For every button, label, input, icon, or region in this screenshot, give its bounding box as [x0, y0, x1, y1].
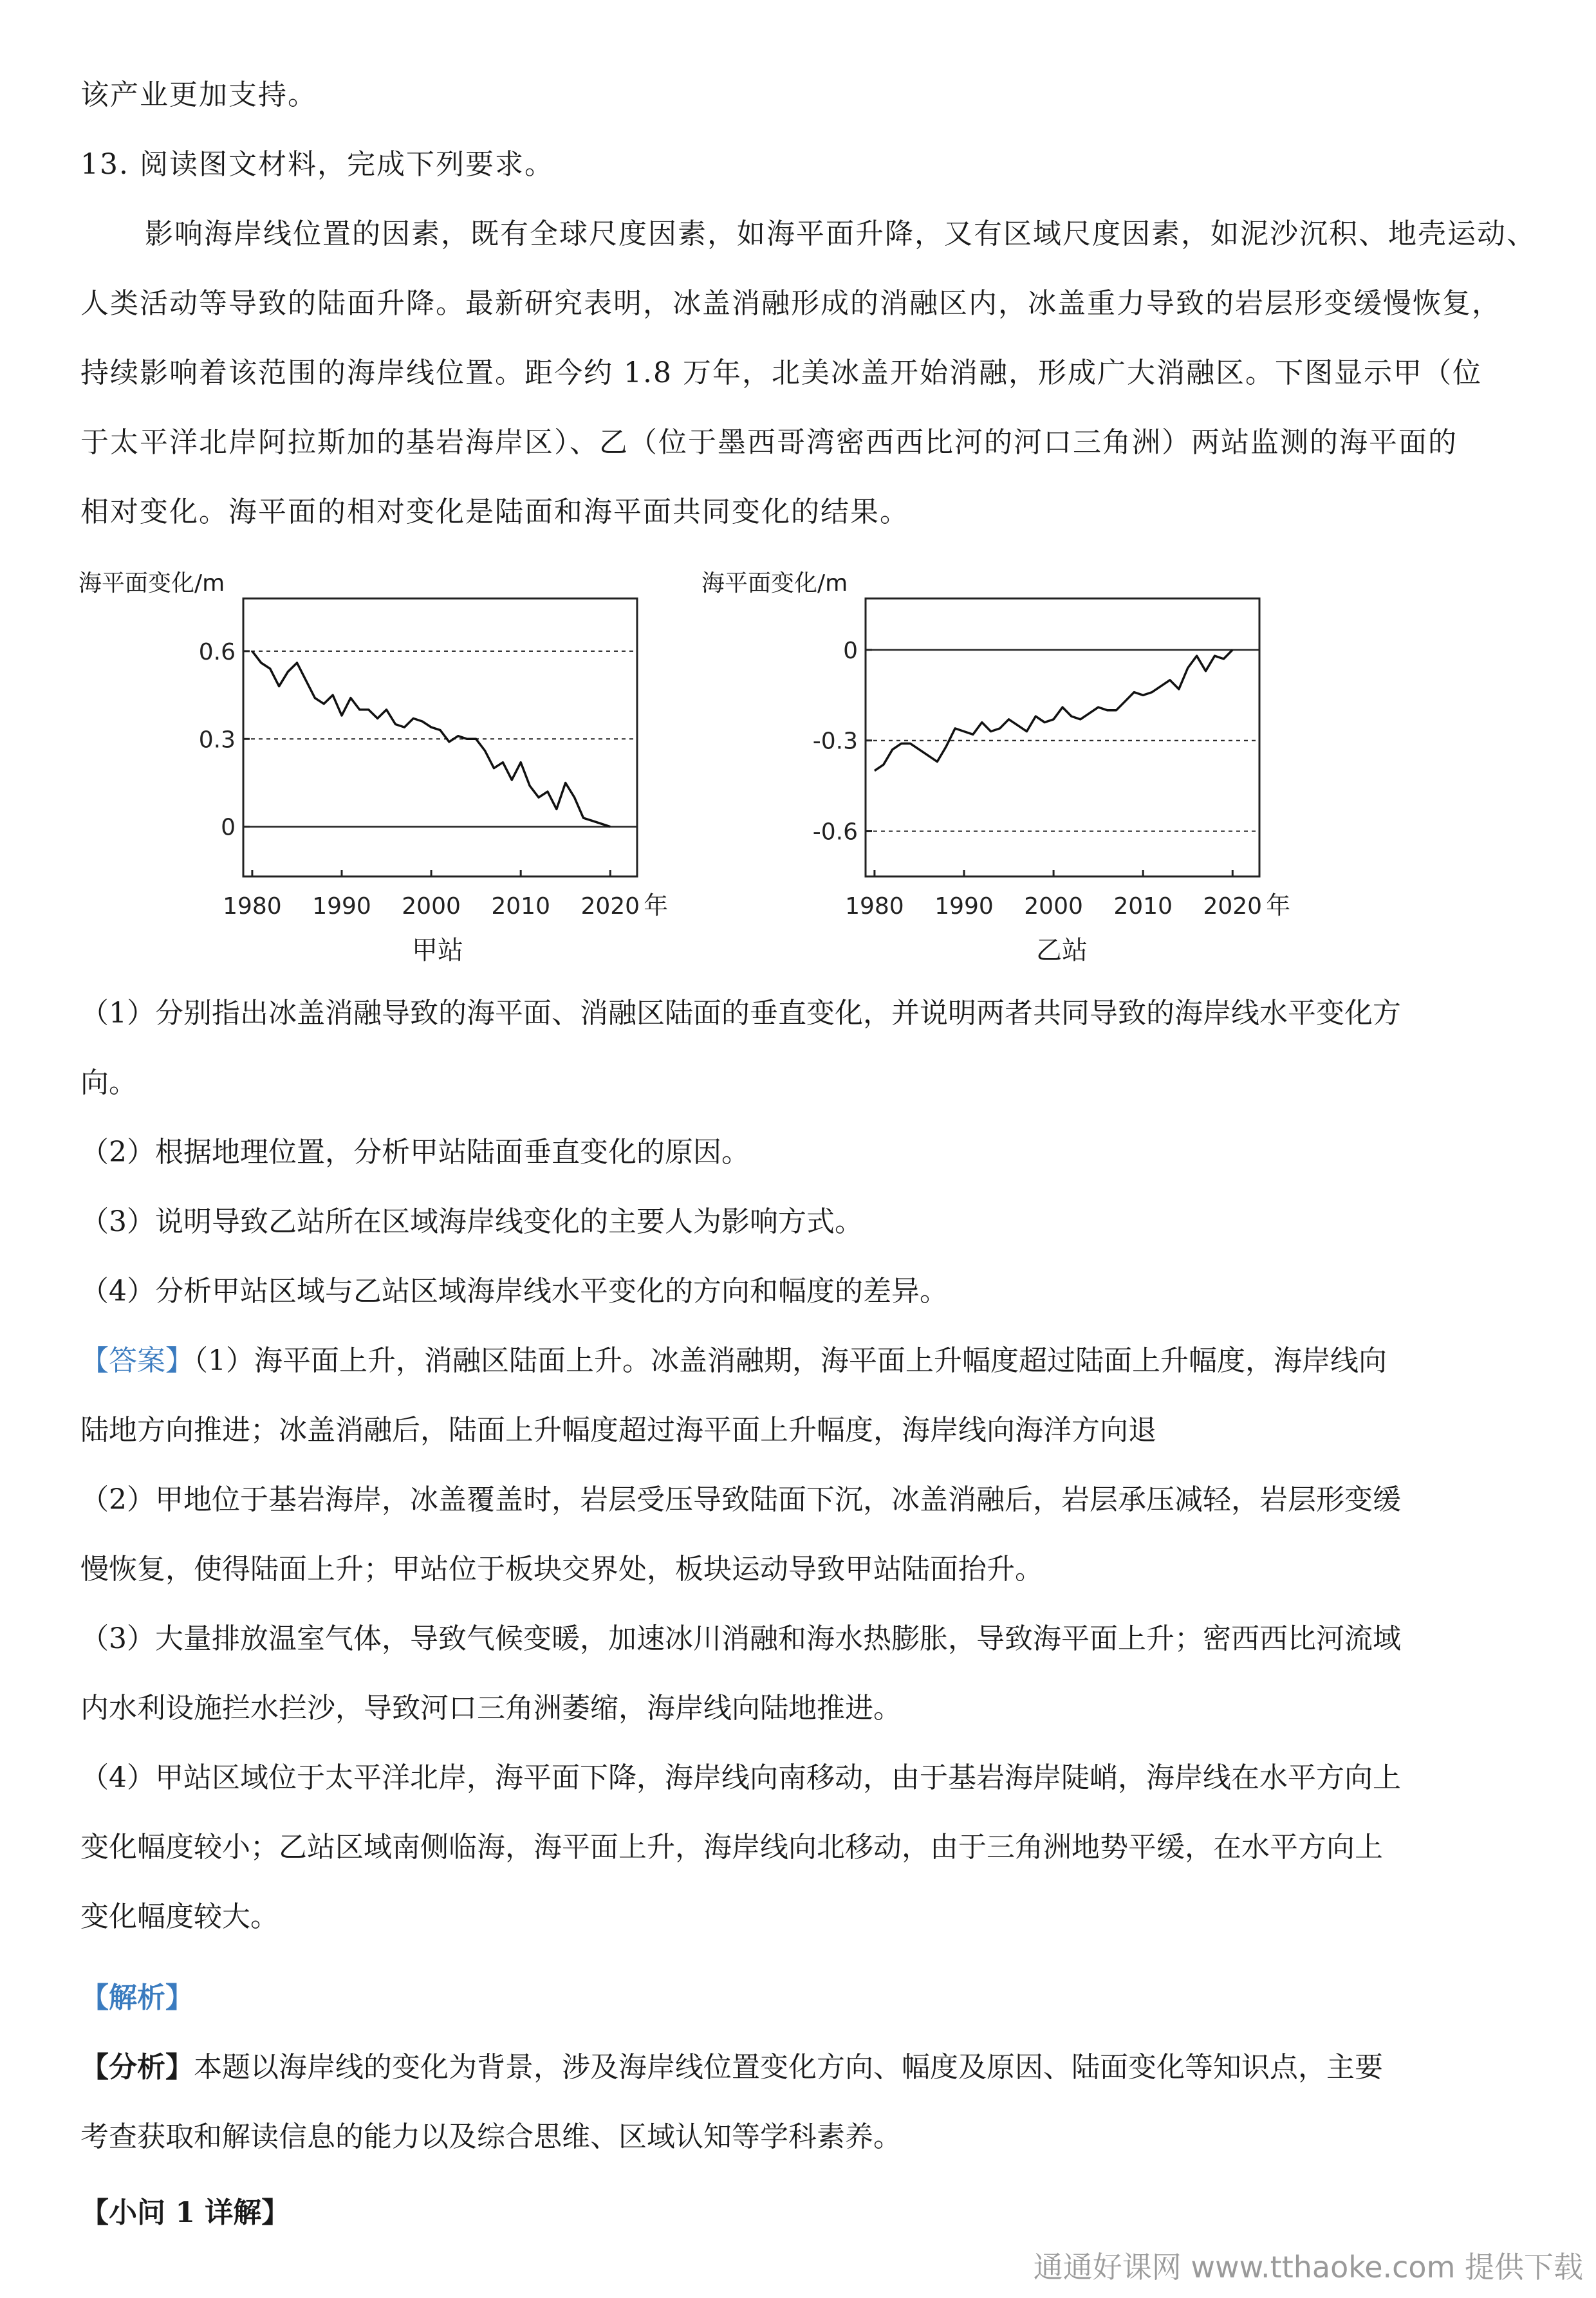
x-tick-label: 2020	[1203, 893, 1263, 920]
y-tick-label: 0	[221, 814, 236, 841]
text-line: 相对变化。海平面的相对变化是陆面和海平面共同变化的结果。	[80, 496, 909, 528]
x-tick-label: 1990	[312, 893, 371, 920]
x-tick-label: 1980	[223, 893, 282, 920]
y-tick-label: -0.6	[812, 819, 858, 846]
question-1-cont: 向。	[80, 1066, 137, 1099]
question-1: （1）分别指出冰盖消融导致的海平面、消融区陆面的垂直变化，并说明两者共同导致的海岸线水平变化方	[80, 997, 1401, 1030]
y-tick-label: 0.3	[198, 727, 236, 754]
answer-1-text: （1）海平面上升，消融区陆面上升。冰盖消融期，海平面上升幅度超过陆面上升幅度，海岸线向	[194, 1344, 1387, 1377]
chart-yi	[0, 0, 1596, 997]
plot-frame	[866, 598, 1259, 876]
chart-yi-ylabel: 海平面变化/m	[701, 570, 848, 597]
x-tick-label: 2010	[1113, 893, 1173, 920]
chart-jia-title: 甲站	[412, 936, 463, 965]
x-unit-label: 年	[644, 891, 669, 920]
answer-tag: 【答案】	[80, 1344, 194, 1377]
question-3: （3）说明导致乙站所在区域海岸线变化的主要人为影响方式。	[80, 1205, 863, 1238]
x-tick-label: 1990	[934, 893, 994, 920]
answer-2-cont: 慢恢复，使得陆面上升；甲站位于板块交界处，板块运动导致甲站陆面抬升。	[80, 1553, 1043, 1586]
fenxi-line	[80, 2048, 1545, 2087]
x-tick-label: 2020	[580, 893, 640, 920]
question-title: 13. 阅读图文材料，完成下列要求。	[80, 148, 554, 181]
analysis-tag: 【解析】	[80, 1981, 194, 2014]
x-tick-label: 1980	[845, 893, 904, 920]
answer-1	[80, 1342, 1545, 1380]
x-unit-label: 年	[1266, 891, 1291, 920]
fenxi-line-cont: 考查获取和解读信息的能力以及综合思维、区域认知等学科素养。	[80, 2120, 902, 2153]
x-tick-label: 2010	[491, 893, 550, 920]
chart-jia-ylabel: 海平面变化/m	[79, 570, 225, 597]
footer-watermark: 通通好课网 www.tthaoke.com 提供下载	[1033, 2250, 1583, 2284]
text-line: 影响海岸线位置的因素，既有全球尺度因素，如海平面升降，又有区域尺度因素，如泥沙沉积、地壳运动、	[145, 218, 1536, 250]
y-tick-label: 0	[843, 637, 858, 664]
answer-1-cont: 陆地方向推进；冰盖消融后，陆面上升幅度超过海平面上升幅度，海岸线向海洋方向退	[80, 1414, 1156, 1447]
x-tick-label: 2000	[1024, 893, 1083, 920]
answer-3-cont: 内水利设施拦水拦沙，导致河口三角洲萎缩，海岸线向陆地推进。	[80, 1692, 902, 1725]
answer-2: （2）甲地位于基岩海岸，冰盖覆盖时，岩层受压导致陆面下沉，冰盖消融后，岩层承压减轻，岩层形变缓	[80, 1483, 1401, 1516]
series-line	[875, 650, 1232, 771]
text-line: 人类活动等导致的陆面升降。最新研究表明，冰盖消融形成的消融区内，冰盖重力导致的岩层形变缓慢恢复，	[80, 287, 1501, 320]
answer-3: （3）大量排放温室气体，导致气候变暖，加速冰川消融和海水热膨胀，导致海平面上升；密西西比河流域	[80, 1622, 1401, 1655]
question-4: （4）分析甲站区域与乙站区域海岸线水平变化的方向和幅度的差异。	[80, 1275, 948, 1308]
sub-question-1-heading: 【小问 1 详解】	[80, 2196, 290, 2229]
question-2: （2）根据地理位置，分析甲站陆面垂直变化的原因。	[80, 1136, 750, 1169]
chart-yi-title: 乙站	[1036, 936, 1088, 965]
answer-4-cont2: 变化幅度较大。	[80, 1900, 279, 1933]
y-tick-label: 0.6	[198, 638, 236, 665]
fenxi-text: 本题以海岸线的变化为背景，涉及海岸线位置变化方向、幅度及原因、陆面变化等知识点，主要	[194, 2051, 1383, 2084]
text-line: 该产业更加支持。	[80, 79, 317, 111]
fenxi-tag: 【分析】	[80, 2051, 194, 2084]
answer-4-cont: 变化幅度较小；乙站区域南侧临海，海平面上升，海岸线向北移动，由于三角洲地势平缓，在水平方向上	[80, 1831, 1383, 1864]
x-tick-label: 2000	[402, 893, 461, 920]
answer-4: （4）甲站区域位于太平洋北岸，海平面下降，海岸线向南移动，由于基岩海岸陡峭，海岸线在水平方向上	[80, 1761, 1401, 1794]
text-line: 于太平洋北岸阿拉斯加的基岩海岸区）、乙（位于墨西哥湾密西西比河的河口三角洲）两站监测的海平面的	[80, 426, 1458, 459]
y-tick-label: -0.3	[812, 728, 858, 755]
text-line: 持续影响着该范围的海岸线位置。距今约 1.8 万年，北美冰盖开始消融，形成广大消融区。下图显示甲（位	[80, 357, 1482, 389]
